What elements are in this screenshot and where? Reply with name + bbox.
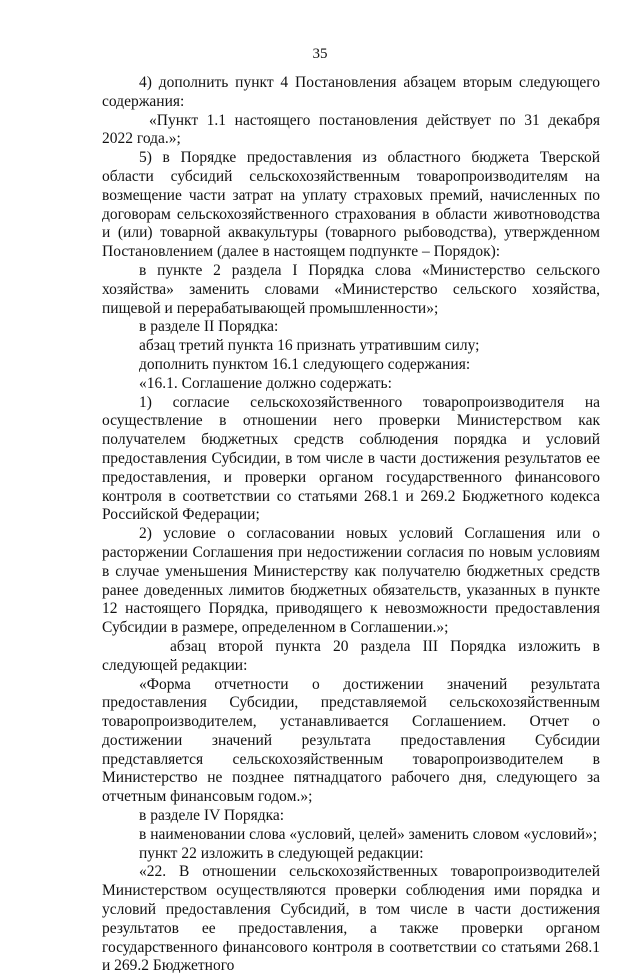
paragraph-section-4-heading: в разделе IV Порядка: bbox=[139, 807, 285, 825]
paragraph-item-4: 4) дополнить пункт 4 Постановления абзацем вторым следующего содержания: bbox=[102, 74, 600, 110]
paragraph-section-1-point-2: в пункте 2 раздела I Порядка слова «Министерство сельского хозяйства» заменить словами «Министерство сельского хозяйства, пищевой и перерабатывающей промышленности»; bbox=[102, 261, 600, 317]
paragraph-item-5: 5) в Порядке предоставления из областного бюджета Тверской области субсидий сельскохозяйственным товаропроизводителям на возмещение части затрат на уплату страховых премий, начисленных по договорам сельскохозяйственного страхования в области животноводства и (или) товарной аквакультуры (товарного рыбоводства), утвержденном Постановлением (далее в настоящем подпункте – Порядок): bbox=[102, 149, 600, 261]
paragraph-section-4-title-change: в наименовании слова «условий, целей» заменить словом «условий»; bbox=[139, 825, 598, 843]
paragraph-section-2-heading: в разделе II Порядка: bbox=[139, 318, 279, 336]
paragraph-16-1-heading: «16.1. Соглашение должно содержать: bbox=[139, 374, 392, 392]
page-number: 35 bbox=[312, 46, 328, 62]
paragraph-quote-1-1: «Пункт 1.1 настоящего постановления действует по 31 декабря 2022 года.»; bbox=[102, 111, 600, 148]
paragraph-add-16-1: дополнить пунктом 16.1 следующего содержания: bbox=[139, 355, 471, 373]
paragraph-point-22-intro: пункт 22 изложить в следующей редакции: bbox=[139, 844, 424, 862]
paragraph-16-1-sub-2: 2) условие о согласовании новых условий Соглашения или о расторжении Соглашения при недостижении согласия по новым условиям в случае уменьшения Министерству как получателю бюджетных средств ранее доведенных лимитов бюджетных обязательств, указанных в пункте 12 настоящего Порядка, приводящего к невозможности предоставления Субсидии в размере, определенном в Соглашении.»; bbox=[102, 525, 600, 637]
document-body bbox=[102, 74, 600, 976]
paragraph-16-1-sub-1: 1) согласие сельскохозяйственного товаропроизводителя на осуществление в отношении него проверки Министерством как получателем бюджетных средств соблюдения порядка и условий предоставления Субсидии, в том числе в части достижения результатов ее предоставления, и проверки органом государственного финансового контроля в соответствии со статьями 268.1 и 269.2 Бюджетного кодекса Российской Федерации; bbox=[102, 393, 600, 524]
paragraph-point-16: абзац третий пункта 16 признать утратившим силу; bbox=[139, 337, 480, 355]
paragraph-point-20-quote: «Форма отчетности о достижении значений результата предоставления Субсидии, представляемой сельскохозяйственным товаропроизводителем, устанавливается Соглашением. Отчет о достижении значений результата предоставления Субсидии представляется сельскохозяйственным товаропроизводителем в Министерство не позднее пятнадцатого рабочего дня, следующего за отчетным финансовым годом.»; bbox=[102, 675, 600, 806]
paragraph-point-22-quote: «22. В отношении сельскохозяйственных товаропроизводителей Министерством осуществляются проверки соблюдения ими порядка и условий предоставления Субсидий, в том числе в части достижения результатов ее предоставления, а также проверки органом государственного финансового контроля в соответствии со статьями 268.1 и 269.2 Бюджетного bbox=[102, 863, 600, 975]
paragraph-point-20: абзац второй пункта 20 раздела III Порядка изложить в следующей редакции: bbox=[102, 637, 600, 674]
